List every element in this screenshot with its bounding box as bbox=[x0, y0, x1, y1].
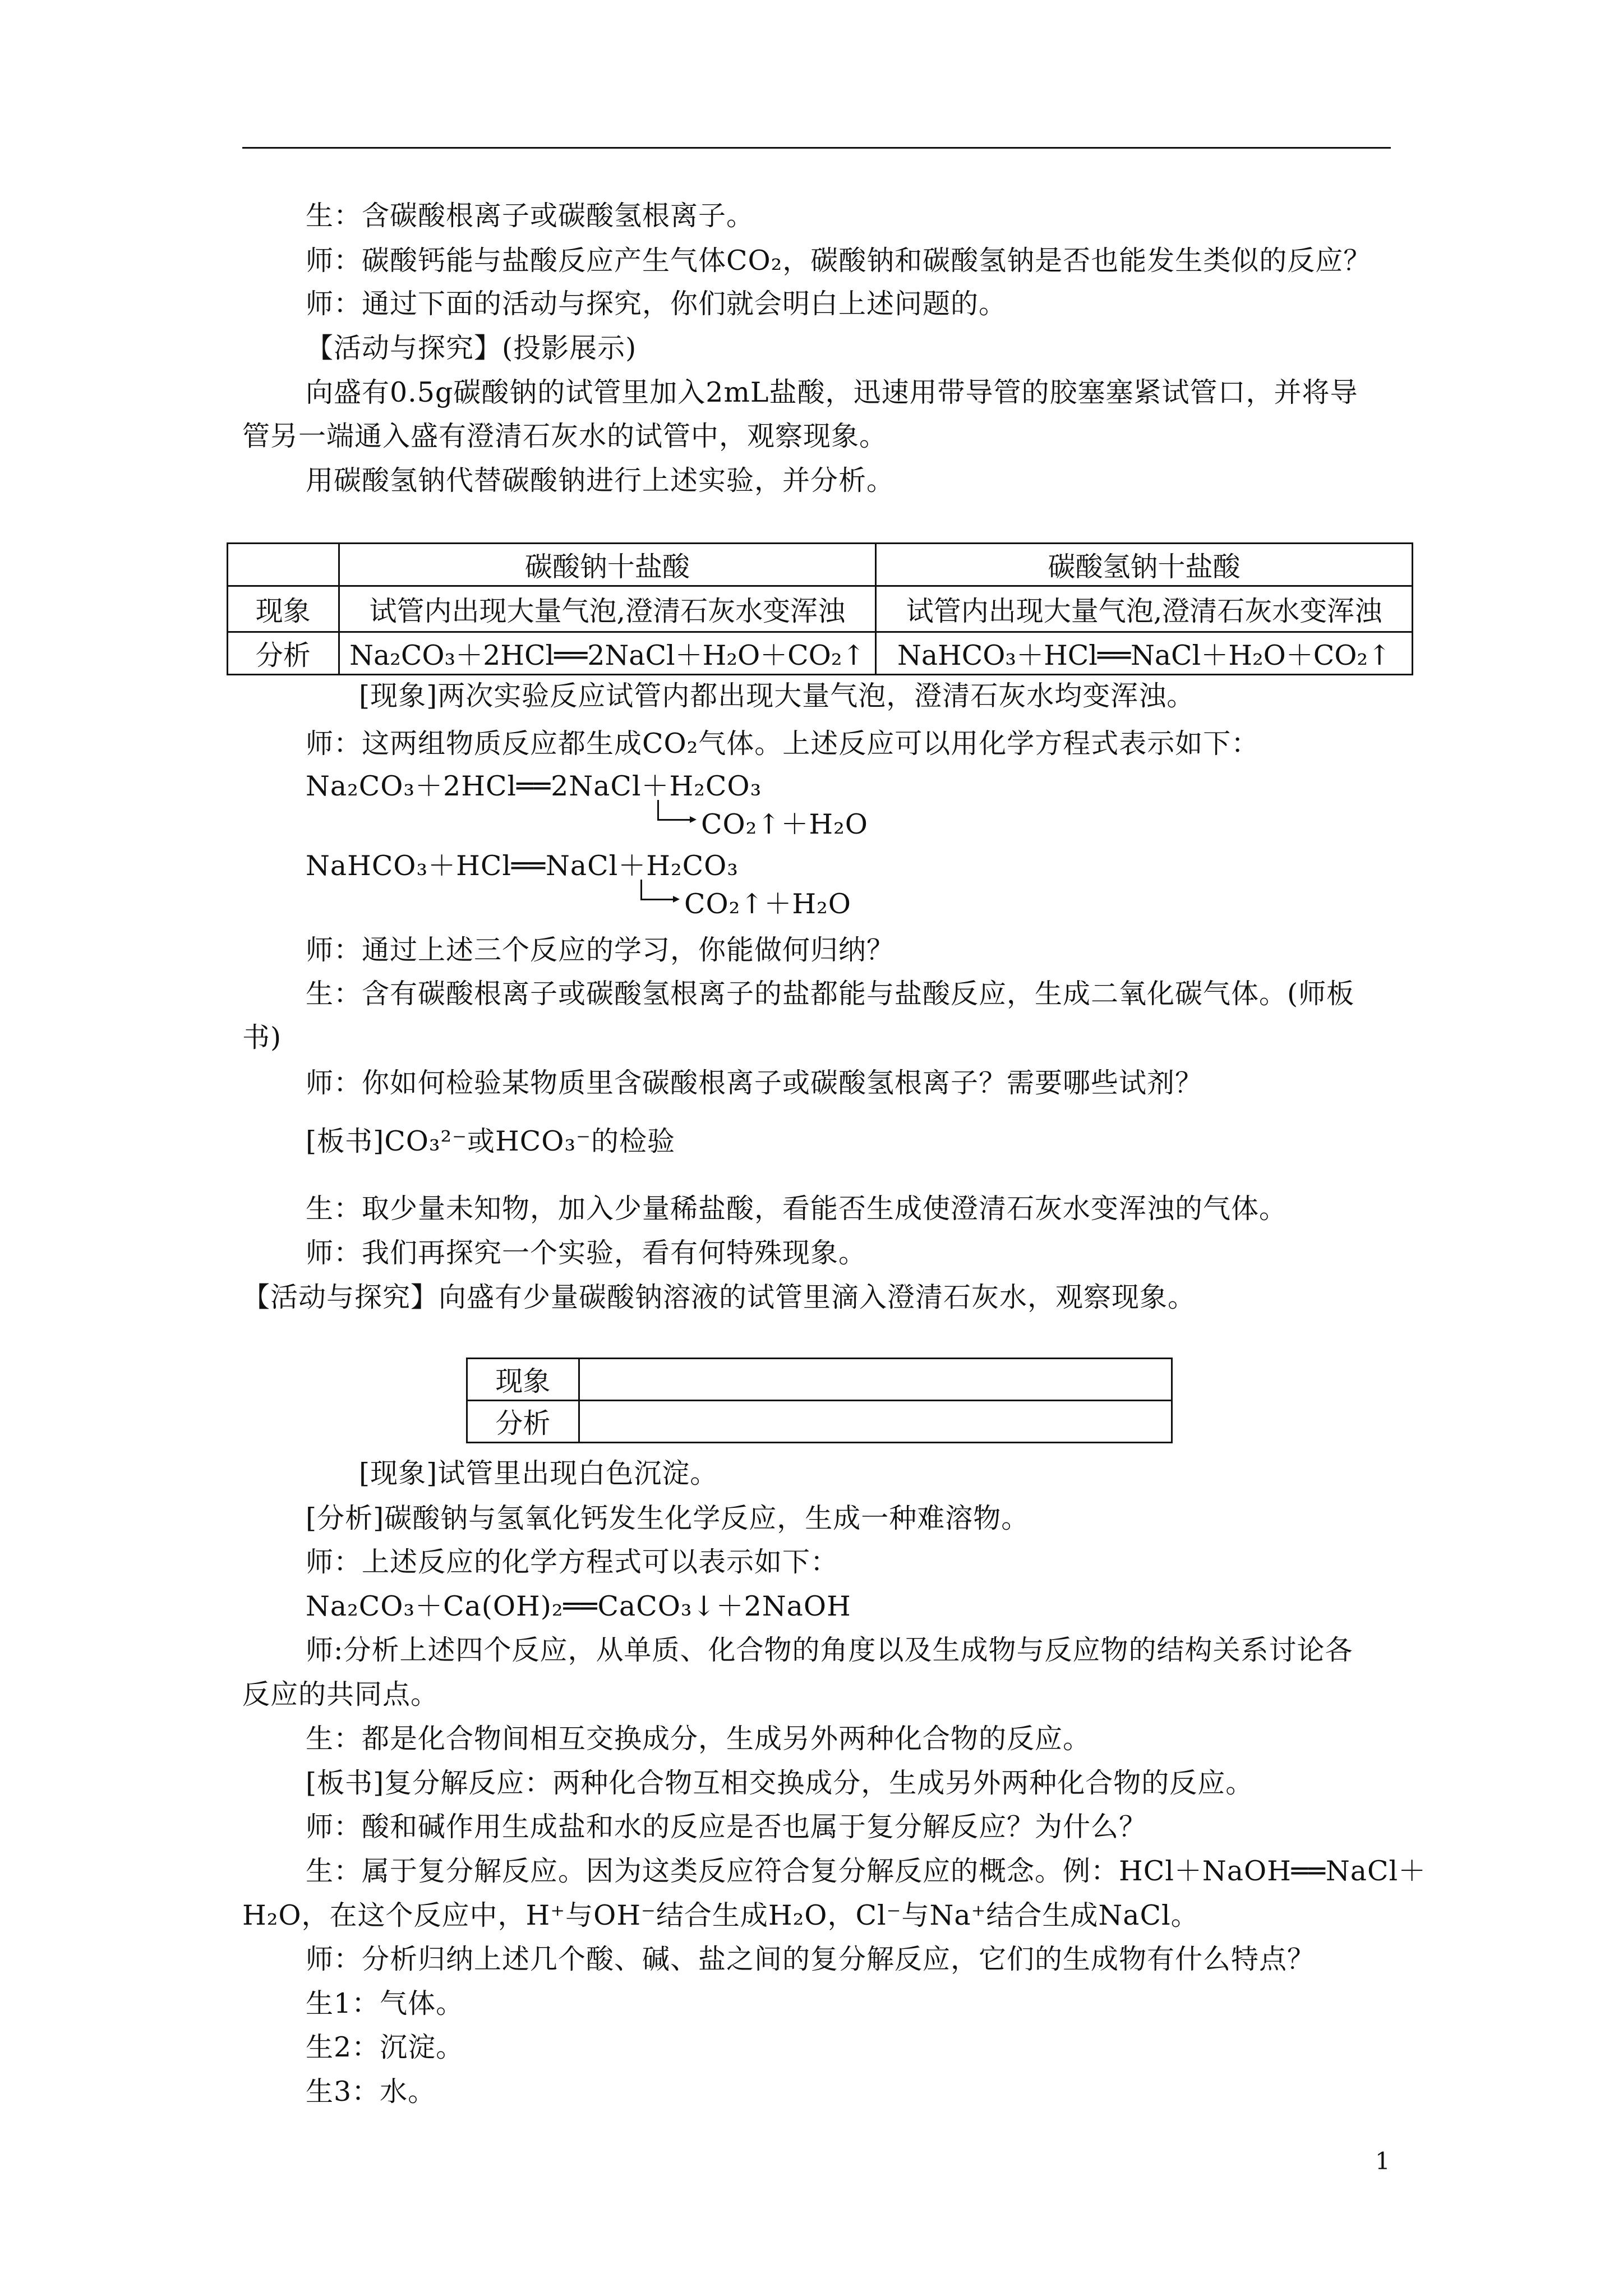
paragraph: 反应的共同点。 bbox=[242, 1678, 439, 1710]
table-cell: 分析 bbox=[467, 1401, 579, 1443]
paragraph: 生：都是化合物间相互交换成分，生成另外两种化合物的反应。 bbox=[306, 1723, 1091, 1755]
table-header-cell: 碳酸钠十盐酸 bbox=[339, 544, 875, 586]
paragraph: [分析]碳酸钠与氢氧化钙发生化学反应，生成一种难溶物。 bbox=[306, 1502, 1030, 1534]
paragraph: [现象]两次实验反应试管内都出现大量气泡，澄清石灰水均变浑浊。 bbox=[359, 680, 1195, 712]
paragraph: H₂O，在这个反应中，H⁺与OH⁻结合生成H₂O，Cl⁻与Na⁺结合生成NaCl。 bbox=[242, 1899, 1199, 1931]
decompose-arrow-icon bbox=[640, 880, 656, 900]
arrow-right-icon bbox=[654, 899, 676, 900]
paragraph: 生：含碳酸根离子或碳酸氢根离子。 bbox=[306, 200, 755, 232]
equation: CO₂↑＋H₂O bbox=[684, 888, 851, 920]
header-rule bbox=[242, 147, 1391, 149]
paragraph: 师：通过下面的活动与探究，你们就会明白上述问题的。 bbox=[306, 288, 1007, 320]
equation: Na₂CO₃＋Ca(OH)₂══CaCO₃↓＋2NaOH bbox=[306, 1590, 851, 1622]
paragraph: 生3：水。 bbox=[306, 2076, 436, 2108]
paragraph: 用碳酸氢钠代替碳酸钠进行上述实验，并分析。 bbox=[306, 464, 895, 496]
paragraph: [现象]试管里出现白色沉淀。 bbox=[359, 1457, 718, 1489]
paragraph: 书) bbox=[242, 1022, 282, 1053]
table-header-cell: 碳酸氢钠十盐酸 bbox=[876, 544, 1413, 586]
paragraph: 师：我们再探究一个实验，看有何特殊现象。 bbox=[306, 1237, 867, 1269]
paragraph: 师：通过上述三个反应的学习，你能做何归纳？ bbox=[306, 934, 895, 966]
paragraph: 师：分析归纳上述几个酸、碱、盐之间的复分解反应，它们的生成物有什么特点？ bbox=[306, 1943, 1316, 1975]
paragraph: [板书]复分解反应：两种化合物互相交换成分，生成另外两种化合物的反应。 bbox=[306, 1767, 1254, 1799]
paragraph: 【活动与探究】(投影展示) bbox=[306, 332, 637, 364]
table-cell: 试管内出现大量气泡,澄清石灰水变浑浊 bbox=[339, 586, 875, 632]
experiment-table-2 bbox=[466, 1358, 1173, 1443]
paragraph: [板书]CO₃²⁻或HCO₃⁻的检验 bbox=[306, 1125, 675, 1157]
arrow-right-icon bbox=[671, 819, 693, 821]
page-number: 1 bbox=[1375, 2147, 1390, 2175]
paragraph: 生：含有碳酸根离子或碳酸氢根离子的盐都能与盐酸反应，生成二氧化碳气体。(师板 bbox=[306, 978, 1355, 1010]
table-header-cell bbox=[228, 544, 339, 586]
table-cell: 现象 bbox=[467, 1359, 579, 1401]
table-cell bbox=[579, 1359, 1172, 1401]
paragraph: 师:分析上述四个反应，从单质、化合物的角度以及生成物与反应物的结构关系讨论各 bbox=[306, 1634, 1353, 1666]
table-cell: NaHCO₃＋HCl══NaCl＋H₂O＋CO₂↑ bbox=[876, 632, 1413, 675]
paragraph: 师：上述反应的化学方程式可以表示如下： bbox=[306, 1546, 839, 1578]
paragraph: 师：这两组物质反应都生成CO₂气体。上述反应可以用化学方程式表示如下： bbox=[306, 728, 1260, 760]
table-cell bbox=[579, 1401, 1172, 1443]
table-cell: 分析 bbox=[228, 632, 339, 675]
paragraph: 向盛有0.5g碳酸钠的试管里加入2mL盐酸，迅速用带导管的胶塞塞紧试管口，并将导 bbox=[306, 376, 1358, 408]
paragraph: 生1：气体。 bbox=[306, 1987, 464, 2019]
equation: NaHCO₃＋HCl══NaCl＋H₂CO₃ bbox=[306, 850, 739, 882]
table-cell: 试管内出现大量气泡,澄清石灰水变浑浊 bbox=[876, 586, 1413, 632]
paragraph: 师：碳酸钙能与盐酸反应产生气体CO₂，碳酸钠和碳酸氢钠是否也能发生类似的反应？ bbox=[306, 245, 1372, 277]
equation: CO₂↑＋H₂O bbox=[701, 808, 868, 840]
paragraph: 生：属于复分解反应。因为这类反应符合复分解反应的概念。例：HCl＋NaOH══NaCl＋ bbox=[306, 1855, 1427, 1887]
equation: Na₂CO₃＋2HCl══2NaCl＋H₂CO₃ bbox=[306, 770, 762, 802]
paragraph: 师：你如何检验某物质里含碳酸根离子或碳酸氢根离子？需要哪些试剂？ bbox=[306, 1067, 1204, 1099]
table-cell: 现象 bbox=[228, 586, 339, 632]
paragraph: 生2：沉淀。 bbox=[306, 2031, 464, 2063]
paragraph: 师：酸和碱作用生成盐和水的反应是否也属于复分解反应？为什么？ bbox=[306, 1811, 1147, 1843]
table-cell: Na₂CO₃＋2HCl══2NaCl＋H₂O＋CO₂↑ bbox=[339, 632, 875, 675]
experiment-table-1 bbox=[227, 542, 1413, 675]
paragraph: 生：取少量未知物，加入少量稀盐酸，看能否生成使澄清石灰水变浑浊的气体。 bbox=[306, 1193, 1288, 1225]
paragraph: 管另一端通入盛有澄清石灰水的试管中，观察现象。 bbox=[242, 420, 888, 452]
decompose-arrow-icon bbox=[657, 800, 672, 821]
paragraph: 【活动与探究】向盛有少量碳酸钠溶液的试管里滴入澄清石灰水，观察现象。 bbox=[242, 1281, 1196, 1313]
